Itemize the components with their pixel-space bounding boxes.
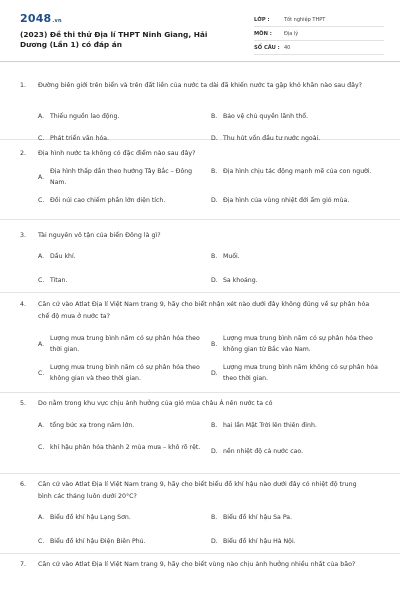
option-text: Sa khoáng. <box>223 277 258 284</box>
option-c[interactable] <box>38 442 208 453</box>
option-letter: D. <box>211 197 218 204</box>
option-text: nền nhiệt độ cả nước cao. <box>223 448 304 455</box>
site-logo[interactable] <box>20 12 62 25</box>
question-number: 5. <box>20 400 27 407</box>
question-text: Căn cứ vào Atlat Địa lí Việt Nam trang 9, hãy cho biết nhận xét nào dưới đây không đúng về sự phân hóa chế độ mưa ở nước ta? <box>38 301 370 320</box>
option-text: Biểu đồ khí hậu Hà Nội. <box>223 538 296 545</box>
logo-name: 2048 <box>20 12 52 25</box>
option-c[interactable] <box>38 275 208 286</box>
option-letter: D. <box>211 538 218 545</box>
option-letter: B. <box>211 514 218 521</box>
option-letter: B. <box>211 253 218 260</box>
option-text: Đồi núi cao chiếm phần lớn diện tích. <box>50 197 166 204</box>
question-number: 1. <box>20 82 27 89</box>
option-text: Muối. <box>223 253 240 260</box>
question-text: Tài nguyên vô tận của biển Đông là gì? <box>38 232 161 239</box>
question-head <box>20 80 380 92</box>
option-letter: A. <box>38 173 45 181</box>
question-text: Do nằm trong khu vực chịu ảnh hưởng của gió mùa châu Á nên nước ta có <box>38 400 273 407</box>
option-text: Địa hình thấp dần theo hướng Tây Bắc – Đông Nam. <box>50 168 193 186</box>
option-text: Biểu đồ khí hậu Lạng Sơn. <box>50 514 131 521</box>
option-text: hai lần Mặt Trời lên thiên đỉnh. <box>223 422 317 429</box>
question-text: Căn cứ vào Atlat Địa lí Việt Nam trang 9, hãy cho biết biểu đồ khí hậu nào dưới đây có nhiệt độ trung bình các tháng luôn dưới 20°C? <box>38 481 357 500</box>
option-b[interactable] <box>211 166 381 177</box>
document-title: (2023) Đề thi thử Địa lí THPT Ninh Giang, Hải Dương (Lần 1) có đáp án <box>20 30 208 49</box>
option-text: Biểu đồ khí hậu Sa Pa. <box>223 514 293 521</box>
option-letter: C. <box>38 444 45 451</box>
option-d[interactable] <box>211 446 381 457</box>
meta-value: 40 <box>284 44 291 51</box>
question-4 <box>0 293 400 393</box>
option-letter: D. <box>211 448 218 455</box>
question-head <box>20 559 380 571</box>
question-number: 3. <box>20 232 27 239</box>
option-text: Titan. <box>50 277 68 284</box>
option-text: Thu hút vốn đầu tư nước ngoài. <box>223 135 321 142</box>
option-text: Địa hình của vùng nhiệt đới ẩm gió mùa. <box>223 197 350 204</box>
option-text: Lượng mưa trung bình năm có sự phân hóa theo không gian từ Bắc vào Nam. <box>223 335 373 353</box>
meta-row-count <box>254 41 384 55</box>
meta-value: Địa lý <box>284 30 299 37</box>
option-letter: A. <box>38 253 45 260</box>
question-text: Đường biên giới trên biển và trên đất liền của nước ta dài đã khiến nước ta gặp khó khăn nào sau đây? <box>38 82 363 89</box>
meta-value: Tốt nghiệp THPT <box>284 16 326 23</box>
question-list <box>0 62 400 594</box>
question-7 <box>0 554 400 594</box>
option-letter: B. <box>211 422 218 429</box>
option-letter: A. <box>38 113 45 120</box>
option-c[interactable] <box>38 195 208 206</box>
option-text: Phát triển văn hóa. <box>50 135 110 142</box>
document-header <box>0 0 400 62</box>
option-letter: C. <box>38 369 45 377</box>
option-letter: C. <box>38 277 45 284</box>
option-text: Lượng mưa trung bình năm không có sự phân hóa theo thời gian. <box>223 364 378 382</box>
question-number: 4. <box>20 301 27 308</box>
option-letter: A. <box>38 514 45 521</box>
option-letter: D. <box>211 135 218 142</box>
question-text: Địa hình nước ta không có đặc điểm nào sau đây? <box>38 150 196 157</box>
option-b[interactable] <box>211 333 381 355</box>
option-letter: A. <box>38 422 45 429</box>
option-letter: B. <box>211 168 218 175</box>
option-letter: C. <box>38 197 45 204</box>
meta-row-subject <box>254 27 384 41</box>
logo-suffix: .vn <box>52 18 62 24</box>
option-b[interactable] <box>211 512 381 523</box>
question-head <box>20 230 380 242</box>
option-c[interactable] <box>38 362 208 384</box>
option-b[interactable] <box>211 420 381 431</box>
option-d[interactable] <box>211 275 381 286</box>
option-letter: D. <box>211 369 218 377</box>
option-text: Lượng mưa trung bình năm có sự phân hóa theo thời gian. <box>50 335 200 353</box>
option-letter: A. <box>38 340 45 348</box>
question-5 <box>0 393 400 474</box>
question-head <box>20 479 380 503</box>
option-a[interactable] <box>38 420 208 431</box>
meta-key: LỚP : <box>254 16 270 23</box>
question-number: 7. <box>20 561 27 568</box>
question-number: 2. <box>20 150 27 157</box>
meta-key: MÔN : <box>254 30 272 37</box>
option-letter: B. <box>211 340 218 348</box>
option-text: Biểu đồ khí hậu Điện Biên Phủ. <box>50 538 146 545</box>
option-text: Bảo vệ chủ quyền lãnh thổ. <box>223 113 309 120</box>
option-a[interactable] <box>38 166 208 188</box>
option-text: Thiếu nguồn lao động. <box>50 113 120 120</box>
question-2 <box>0 140 400 220</box>
question-head <box>20 398 380 410</box>
option-text: Lượng mưa trung bình năm có sự phân hóa theo không gian và theo thời gian. <box>50 364 200 382</box>
question-3 <box>0 220 400 293</box>
question-1 <box>0 62 400 140</box>
meta-row-class <box>254 13 384 27</box>
option-letter: C. <box>38 135 45 142</box>
option-b[interactable] <box>211 111 381 122</box>
question-head <box>20 299 380 323</box>
option-a[interactable] <box>38 333 208 355</box>
option-c[interactable] <box>38 536 208 547</box>
question-number: 6. <box>20 481 27 488</box>
option-d[interactable] <box>211 536 381 547</box>
document-meta <box>254 13 384 55</box>
option-text: Địa hình chịu tác động mạnh mẽ của con người. <box>223 168 372 175</box>
option-a[interactable] <box>38 512 208 523</box>
option-letter: B. <box>211 113 218 120</box>
option-letter: D. <box>211 277 218 284</box>
question-6 <box>0 474 400 554</box>
meta-key: SỐ CÂU : <box>254 44 280 51</box>
option-letter: C. <box>38 538 45 545</box>
option-text: Dầu khí. <box>50 253 76 260</box>
option-text: tổng bức xạ trong năm lớn. <box>50 422 135 429</box>
question-head <box>20 148 380 160</box>
question-text: Căn cứ vào Atlat Địa lí Việt Nam trang 9, hãy cho biết vùng nào chịu ảnh hưởng nhiều nhất của bão? <box>38 561 356 568</box>
option-a[interactable] <box>38 111 208 122</box>
option-b[interactable] <box>211 251 381 262</box>
option-d[interactable] <box>211 362 381 384</box>
option-d[interactable] <box>211 195 381 206</box>
option-text: khí hậu phân hóa thành 2 mùa mưa – khô rõ rệt. <box>50 444 201 451</box>
option-a[interactable] <box>38 251 208 262</box>
